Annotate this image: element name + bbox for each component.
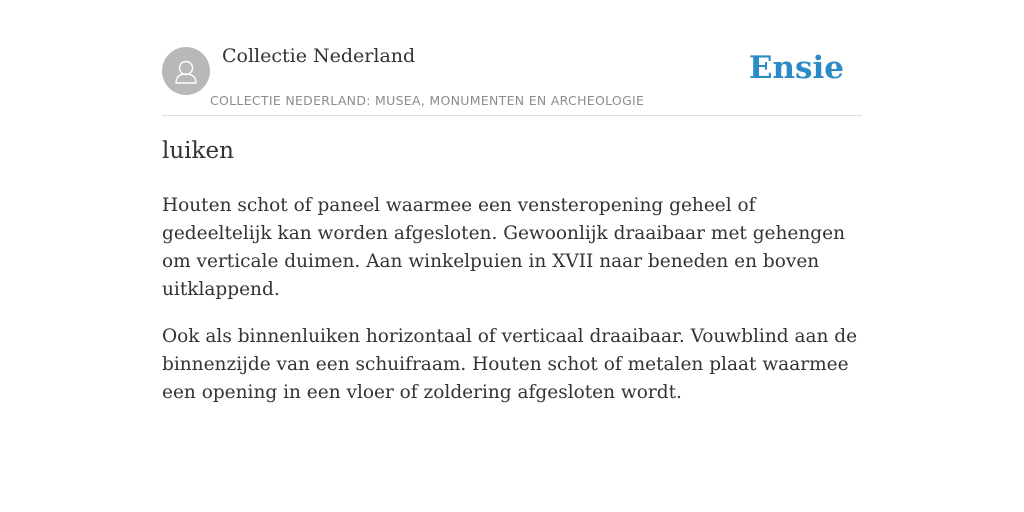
collection-name-link[interactable]: COLLECTIE NEDERLAND: MUSEA, MONUMENTEN EN ARCHEOLOGIE (210, 93, 645, 108)
author-name-link[interactable]: Collectie Nederland (222, 45, 416, 67)
user-silhouette-icon[interactable] (162, 47, 210, 95)
term-title: luiken (162, 138, 234, 164)
header (162, 40, 862, 116)
ensie-logo[interactable]: Ensie (748, 50, 844, 86)
definition-paragraph: Houten schot of paneel waarmee een vensteropening geheel of gedeeltelijk kan worden afgesloten. Gewoonlijk draaibaar met gehengen om verticale duimen. Aan winkelpuien in XVII naar beneden en boven uitklappend. (162, 195, 845, 300)
definition-body (162, 192, 862, 426)
definition-paragraph: Ook als binnenluiken horizontaal of verticaal draaibaar. Vouwblind aan de binnenzijde van een schuifraam. Houten schot of metalen plaat waarmee een opening in een vloer of zoldering afgesloten wordt. (162, 326, 858, 403)
